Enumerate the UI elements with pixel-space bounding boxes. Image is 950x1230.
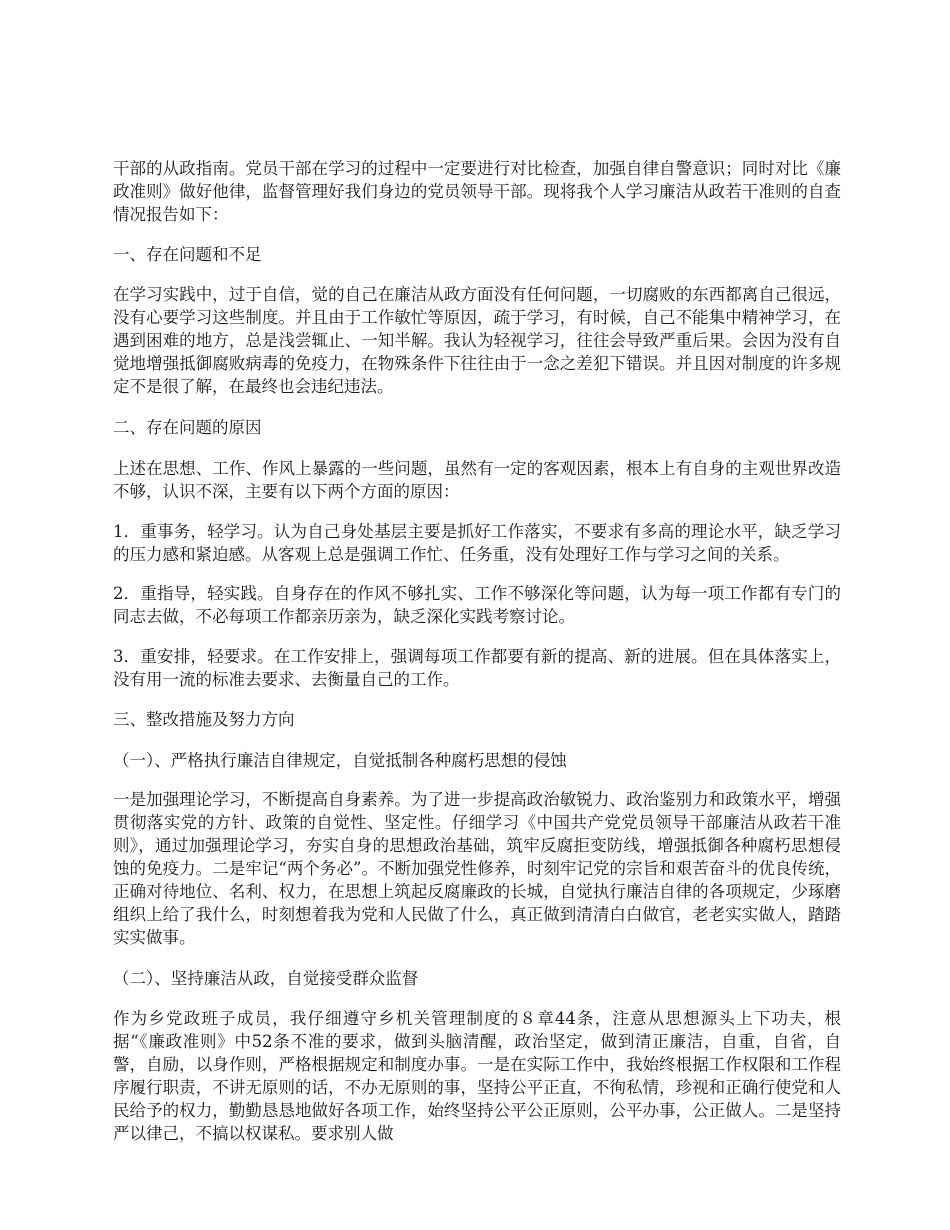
paragraph-measure-1: 一是加强理论学习，不断提高自身素养。为了进一步提高政治敏锐力、政治鉴别力和政策水平，增强贯彻落实党的方针、政策的自觉性、坚定性。仔细学习《中国共产党党员领导干部廉洁从政若干准则》，通过加强理论学习，夯实自身的思想政治基础，筑牢反腐拒变防线，增强抵御各种腐朽思想侵蚀的免疫力。二是牢记“两个务必”。不断加强党性修养，时刻牢记党的宗旨和艰苦奋斗的优良传统，正确对待地位、名利、权力，在思想上筑起反腐廉政的长城，自觉执行廉洁自律的各项规定，少琢磨组织上给了我什么，时刻想着我为党和人民做了什么，真正做到清清白白做官，老老实实做人，踏踏实实做事。 [113, 790, 841, 947]
intro-paragraph: 干部的从政指南。党员干部在学习的过程中一定要进行对比检查，加强自律自警意识；同时对比《廉政准则》做好他律，监督管理好我们身边的党员领导干部。现将我个人学习廉洁从政若干准则的自查情况报告如下： [113, 159, 841, 224]
section-heading-1: 一、存在问题和不足 [113, 245, 262, 264]
paragraph-cause-3: 3．重安排，轻要求。在工作安排上，强调每项工作都要有新的提高、新的进展。但在具体落实上，没有用一流的标准去要求、去衡量自己的工作。 [113, 647, 841, 689]
section-heading-2: 二、存在问题的原因 [113, 418, 262, 437]
document-body [113, 157, 841, 1145]
paragraph-problems: 在学习实践中，过于自信，觉的自己在廉洁从政方面没有任何问题，一切腐败的东西都离自己很远，没有心要学习这些制度。并且由于工作敏忙等原因，疏于学习，有时候，自己不能集中精神学习，在遇到困难的地方，总是浅尝辄止、一知半解。我认为轻视学习，往往会导致严重后果。会因为没有自觉地增强抵御腐败病毒的免疫力，在物殊条件下往往由于一念之差犯下错误。并且因对制度的许多规定不是很了解，在最终也会违纪违法。 [113, 285, 841, 396]
subsection-heading-2: （二）、坚持廉洁从政，自觉接受群众监督 [113, 969, 419, 988]
paragraph-measure-2: 作为乡党政班子成员，我仔细遵守乡机关管理制度的８章44条，注意从思想源头上下功夫，根据“《廉政准则》中52条不准的要求，做到头脑清醒，政治坚定，做到清正廉洁，自重，自省，自警，自励，以身作则，严格根据规定和制度办事。一是在实际工作中，我始终根据工作权限和工作程序履行职责，不讲无原则的话，不办无原则的事，坚持公平正直，不徇私情，珍视和正确行使党和人民给予的权力，勤勤恳恳地做好各项工作，始终坚持公平公正原则，公平办事，公正做人。二是坚持严以律己，不搞以权谋私。要求别人做 [113, 1009, 841, 1143]
section-heading-3: 三、整改措施及努力方向 [113, 710, 295, 729]
paragraph-cause-2: 2．重指导，轻实践。自身存在的作风不够扎实、工作不够深化等问题，认为每一项工作都有专门的同志去做，不必每项工作都亲历亲为，缺乏深化实践考察讨论。 [113, 584, 841, 626]
subsection-heading-1: （一）、严格执行廉洁自律规定，自觉抵制各种腐朽思想的侵蚀 [113, 751, 567, 770]
paragraph-cause-1: 1．重事务，轻学习。认为自己身处基层主要是抓好工作落实，不要求有多高的理论水平，缺乏学习的压力感和紧迫感。从客观上总是强调工作忙、任务重，没有处理好工作与学习之间的关系。 [113, 522, 841, 564]
paragraph-causes-intro: 上述在思想、工作、作风上暴露的一些问题，虽然有一定的客观因素，根本上有自身的主观世界改造不够，认识不深，主要有以下两个方面的原因： [113, 459, 841, 501]
